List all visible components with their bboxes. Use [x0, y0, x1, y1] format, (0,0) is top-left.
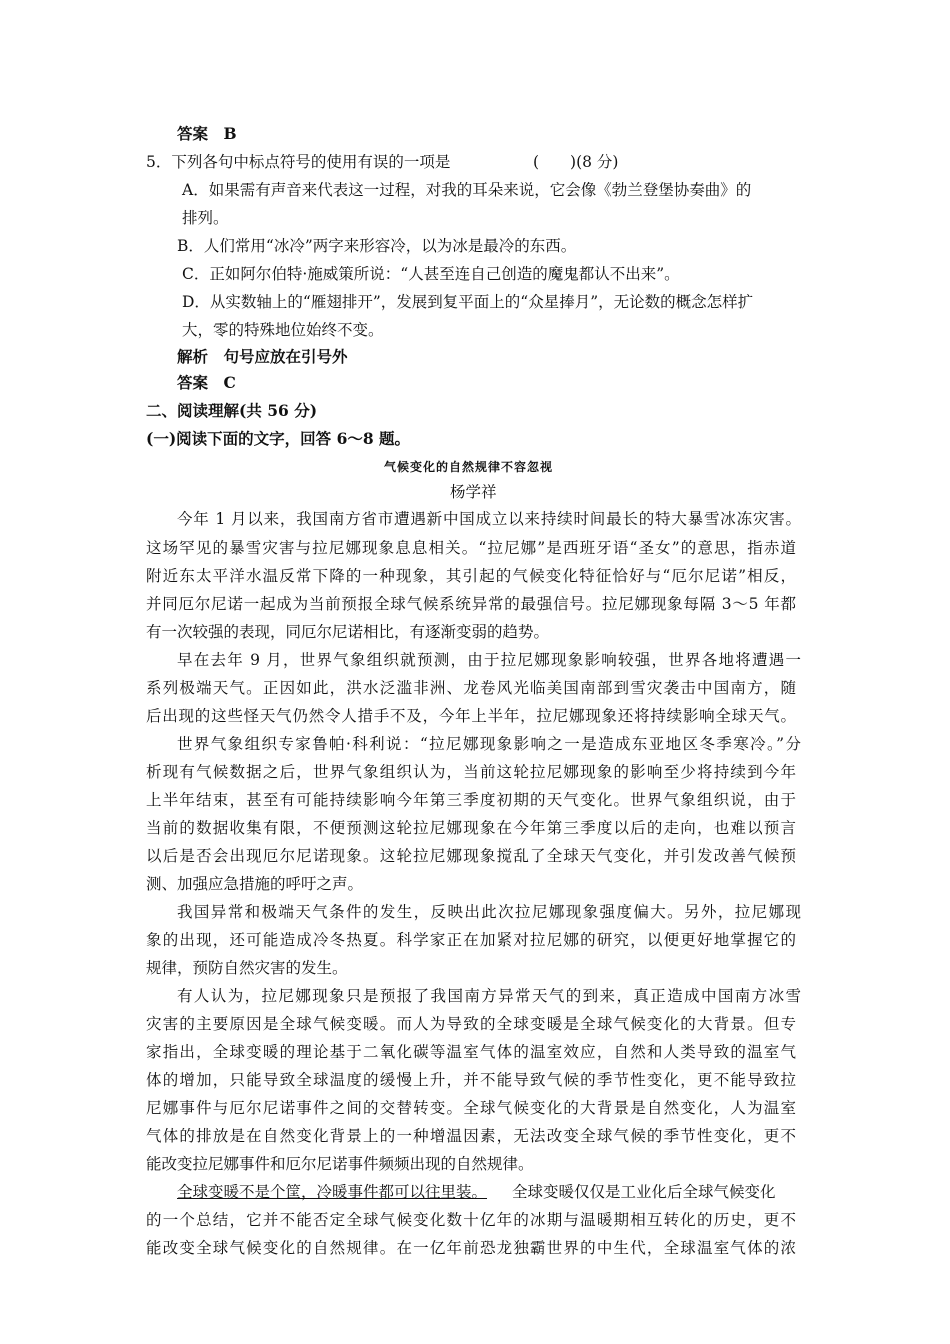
q5-option-b: B．人们常用“冰冷”两字来形容冷，以为冰是最冷的东西。	[177, 237, 577, 255]
q5-option-d-cont: 大，零的特殊地位始终不变。	[182, 321, 384, 339]
section-heading: 二、阅读理解(共 56 分)	[146, 401, 318, 420]
article-line: 有人认为，拉尼娜现象只是预报了我国南方异常天气的到来，真正造成中国南方冰雪	[177, 987, 801, 1005]
article-line: 灾害的主要原因是全球气候变暖。而人为导致的全球变暖是全球气候变化的大背景。但专	[146, 1015, 796, 1033]
article-title: 气候变化的自然规律不容忽视	[384, 460, 554, 474]
q5-option-a-cont: 排列。	[182, 209, 229, 227]
article-line: 有一次较强的表现，同厄尔尼诺相比，有逐渐变弱的趋势。	[146, 623, 550, 641]
article-line: 气体的排放是在自然变化背景上的一种增温因素，无法改变全球气候的季节性变化，更不	[146, 1127, 796, 1145]
article-line: 这场罕见的暴雪灾害与拉尼娜现象息息相关。“拉尼娜”是西班牙语“圣女”的意思，指赤道	[146, 539, 796, 557]
article-line: 世界气象组织专家鲁帕·科利说：“拉尼娜现象影响之一是造成东亚地区冬季寒冷。”分	[177, 735, 801, 753]
article-line: 体的增加，只能导致全球温度的缓慢上升，并不能导致气候的季节性变化，更不能导致拉	[146, 1071, 796, 1089]
subsection-heading: (一)阅读下面的文字，回答 6～8 题。	[146, 429, 411, 448]
article-line: 系列极端天气。正因如此，洪水泛滥非洲、龙卷风光临美国南部到雪灾袭击中国南方，随	[146, 679, 796, 697]
article-line: 能改变拉尼娜事件和厄尔尼诺事件频频出现的自然规律。	[146, 1155, 534, 1173]
article-line: 今年 1 月以来，我国南方省市遭遇新中国成立以来持续时间最长的特大暴雪冰冻灾害。	[177, 510, 801, 528]
article-line: 测、加强应急措施的呼吁之声。	[146, 875, 364, 893]
article-line: 我国异常和极端天气条件的发生，反映出此次拉尼娜现象强度偏大。另外，拉尼娜现	[177, 903, 801, 921]
article-line: 后出现的这些怪天气仍然令人措手不及，今年上半年，拉尼娜现象还将持续影响全球天气。	[146, 707, 796, 725]
article-line: 家指出，全球变暖的理论基于二氧化碳等温室气体的温室效应，自然和人类导致的温室气	[146, 1043, 796, 1061]
q5-answer: 答案 C	[177, 373, 236, 392]
article-line: 当前的数据收集有限，不便预测这轮拉尼娜现象在今年第三季度以后的走向，也难以预言	[146, 819, 796, 837]
article-line: 尼娜事件与厄尔尼诺事件之间的交替转变。全球气候变化的大背景是自然变化，人为温室	[146, 1099, 796, 1117]
q5-stem: 5．下列各句中标点符号的使用有误的一项是	[146, 153, 451, 171]
article-line: 并同厄尔尼诺一起成为当前预报全球气候系统异常的最强信号。拉尼娜现象每隔 3～5 年都	[146, 595, 796, 613]
underlined-sentence: 全球变暖不是个筐，冷暖事件都可以往里装。	[177, 1183, 488, 1201]
article-line: 规律，预防自然灾害的发生。	[146, 959, 348, 977]
q5-option-d: D．从实数轴上的“雁翅排开”，发展到复平面上的“众星捧月”，无论数的概念怎样扩	[182, 293, 754, 311]
article-line: 析现有气候数据之后，世界气象组织认为，当前这轮拉尼娜现象的影响至少将持续到今年	[146, 763, 796, 781]
article-line: 能改变全球气候变化的自然规律。在一亿年前恐龙独霸世界的中生代，全球温室气体的浓	[146, 1239, 796, 1257]
article-line: 以后是否会出现厄尔尼诺现象。这轮拉尼娜现象搅乱了全球天气变化，并引发改善气候预	[146, 847, 796, 865]
article-line: 早在去年 9 月，世界气象组织就预测，由于拉尼娜现象影响较强，世界各地将遭遇一	[177, 651, 801, 669]
article-line: 全球变暖仅仅是工业化后全球气候变化	[512, 1183, 776, 1201]
article-line: 象的出现，还可能造成冷冬热夏。科学家正在加紧对拉尼娜的研究，以便更好地掌握它的	[146, 931, 796, 949]
q5-blank-score: ( )(8 分)	[533, 153, 619, 171]
article-line: 上半年结束，甚至有可能持续影响今年第三季度初期的天气变化。世界气象组织说，由于	[146, 791, 796, 809]
q5-option-a: A．如果需有声音来代表这一过程，对我的耳朵来说，它会像《勃兰登堡协奏曲》的	[182, 181, 752, 199]
article-author: 杨学祥	[450, 483, 497, 501]
article-line: 的一个总结，它并不能否定全球气候变化数十亿年的冰期与温暖期相互转化的历史，更不	[146, 1211, 796, 1229]
q5-option-c: C．正如阿尔伯特·施威策所说：“人甚至连自己创造的魔鬼都认不出来”。	[182, 265, 680, 283]
q5-analysis: 解析 句号应放在引号外	[177, 347, 348, 366]
q4-answer: 答案 B	[177, 124, 237, 143]
article-line: 附近东太平洋水温反常下降的一种现象，其引起的气候变化特征恰好与“厄尔尼诺”相反，	[146, 567, 796, 585]
